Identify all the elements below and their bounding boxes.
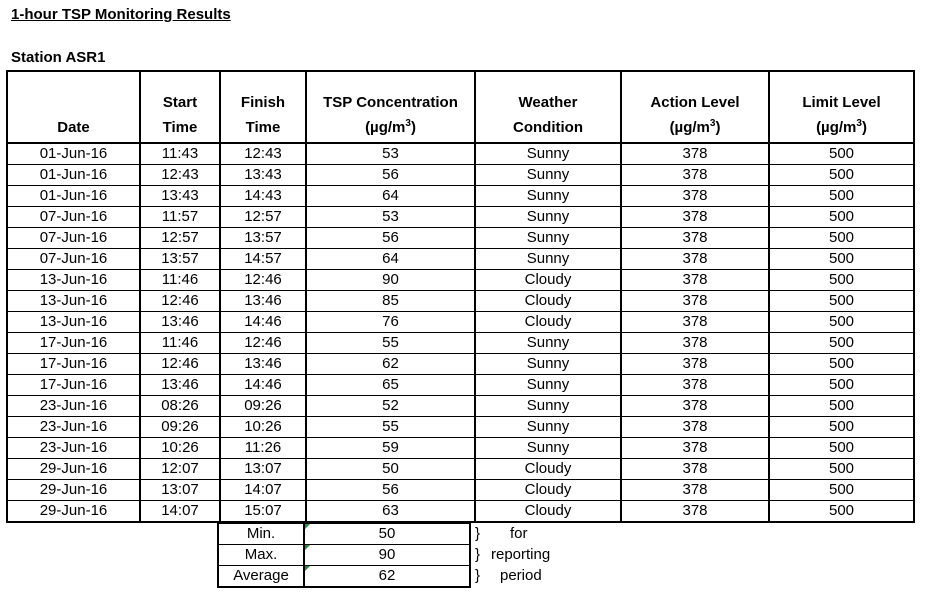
action-level-cell: 378 [621,228,769,249]
action-level-cell: 378 [621,480,769,501]
summary-row-average [218,566,470,588]
header-line1: Start [162,94,198,111]
table-row [7,249,914,270]
weather-cell: Sunny [475,396,621,417]
table-row [7,333,914,354]
date-cell: 29-Jun-16 [7,459,140,480]
start-time-cell: 09:26 [140,417,220,438]
tsp-concentration-cell: 59 [306,438,475,459]
date-cell: 07-Jun-16 [7,228,140,249]
finish-time-cell: 10:26 [220,417,306,438]
header-line1: Finish [240,94,286,111]
tsp-concentration-cell: 55 [306,417,475,438]
start-time-cell: 10:26 [140,438,220,459]
action-level-cell: 378 [621,270,769,291]
tsp-concentration-cell: 85 [306,291,475,312]
table-row [7,291,914,312]
tsp-concentration-cell: 76 [306,312,475,333]
date-cell: 23-Jun-16 [7,396,140,417]
date-cell: 29-Jun-16 [7,480,140,501]
summary-note [475,524,550,587]
weather-cell: Sunny [475,354,621,375]
date-cell: 01-Jun-16 [39,145,108,162]
tsp-concentration-cell: 65 [306,375,475,396]
summary-note-line: } period [475,567,542,584]
table-row [7,270,914,291]
summary-value: 90 [304,545,470,566]
date-cell: 17-Jun-16 [7,333,140,354]
header-line1: Action Level [650,94,740,111]
action-level-cell: 378 [621,143,769,165]
finish-time-cell: 12:46 [220,270,306,291]
table-row [7,396,914,417]
date-cell: 01-Jun-16 [7,186,140,207]
limit-level-cell: 500 [769,438,914,459]
header-limit-level [769,71,914,143]
start-time-cell: 13:46 [140,375,220,396]
header-line2: Time [245,119,281,136]
start-time-cell: 12:46 [140,291,220,312]
start-time-cell: 11:46 [140,333,220,354]
tsp-concentration-cell: 64 [306,249,475,270]
header-date [7,71,140,143]
header-start-time [140,71,220,143]
limit-level-cell: 500 [769,459,914,480]
action-level-cell: 378 [621,396,769,417]
table-row [7,165,914,186]
date-cell: 17-Jun-16 [7,375,140,396]
weather-cell: Sunny [475,165,621,186]
tsp-concentration-cell: 56 [306,480,475,501]
tsp-concentration-cell: 64 [306,186,475,207]
header-line2: Condition [513,119,583,136]
action-level-cell: 378 [621,291,769,312]
finish-time-cell: 14:57 [220,249,306,270]
table-header-row [7,71,914,143]
action-level-cell: 378 [621,165,769,186]
table-row [7,207,914,228]
weather-cell: Cloudy [475,312,621,333]
date-cell: 07-Jun-16 [7,249,140,270]
header-finish-time [220,71,306,143]
start-time-cell: 14:07 [140,501,220,523]
table-row [7,501,914,523]
date-cell: 07-Jun-16 [7,207,140,228]
weather-cell: Cloudy [475,270,621,291]
weather-cell: Sunny [475,228,621,249]
date-cell: 13-Jun-16 [7,312,140,333]
limit-level-cell: 500 [769,375,914,396]
table-row [7,438,914,459]
table-row [7,354,914,375]
table-body [7,143,914,522]
table-row [7,417,914,438]
cell-marker-icon [305,566,310,571]
date-cell: 01-Jun-16 [7,165,140,186]
start-time-cell: 12:07 [140,459,220,480]
summary-row-max [218,545,470,566]
weather-cell: Cloudy [475,480,621,501]
limit-level-cell: 500 [769,312,914,333]
limit-level-cell: 500 [769,207,914,228]
header-action-level [621,71,769,143]
weather-cell: Sunny [475,375,621,396]
tsp-concentration-cell: 62 [306,354,475,375]
table-row [7,375,914,396]
start-time-cell: 12:57 [140,228,220,249]
table-row [7,480,914,501]
date-cell: 13-Jun-16 [7,270,140,291]
summary-value: 62 [304,566,470,588]
start-time-cell: 11:43 [140,143,220,165]
tsp-concentration-cell: 90 [306,270,475,291]
action-level-cell: 378 [621,459,769,480]
cell-marker-icon [305,545,310,550]
weather-cell: Cloudy [475,459,621,480]
table-row [7,312,914,333]
table-row [7,186,914,207]
brace-icon: } [475,567,481,584]
tsp-concentration-cell: 50 [306,459,475,480]
monitoring-results-table [6,70,915,523]
weather-cell: Sunny [475,249,621,270]
action-level-cell: 378 [621,354,769,375]
table-row [7,228,914,249]
finish-time-cell: 12:46 [220,333,306,354]
table-row [7,459,914,480]
start-time-cell: 13:43 [140,186,220,207]
header-line2: Date [57,119,90,136]
header-line2: $(\mu g/m^3)$ [669,118,721,136]
tsp-concentration-cell: 53 [306,207,475,228]
cell-marker-icon [305,524,310,529]
weather-cell: Sunny [475,207,621,228]
header-line1: Weather [518,94,578,111]
limit-level-cell: 500 [769,291,914,312]
action-level-cell: 378 [621,417,769,438]
start-time-cell: 13:57 [140,249,220,270]
summary-value: 50 [304,523,470,545]
date-cell: 23-Jun-16 [7,417,140,438]
brace-icon: } [475,546,481,563]
tsp-concentration-cell: 63 [306,501,475,523]
date-cell: 13-Jun-16 [7,291,140,312]
limit-level-cell: 500 [769,165,914,186]
summary-note-line: } for [475,525,528,542]
start-time-cell: 11:57 [140,207,220,228]
summary-label: Min. [246,525,276,542]
start-time-cell: 13:07 [140,480,220,501]
action-level-cell: 378 [621,312,769,333]
start-time-cell: 13:46 [140,312,220,333]
finish-time-cell: 09:26 [220,396,306,417]
date-cell: 23-Jun-16 [7,438,140,459]
weather-cell: Cloudy [475,291,621,312]
table-row [7,143,914,165]
action-level-cell: 378 [621,186,769,207]
finish-time-cell: 12:43 [220,143,306,165]
limit-level-cell: 500 [769,417,914,438]
action-level-cell: 378 [621,249,769,270]
limit-level-cell: 500 [769,186,914,207]
finish-time-cell: 15:07 [220,501,306,523]
finish-time-cell: 14:46 [220,312,306,333]
summary-note-line: } reporting [475,546,551,563]
start-time-cell: 12:46 [140,354,220,375]
limit-level-cell: 500 [769,354,914,375]
station-label: Station ASR1 [11,49,106,66]
header-line2: $(\mu g/m^3)$ [365,118,416,136]
limit-level-cell: 500 [769,228,914,249]
action-level-cell: 378 [621,333,769,354]
header-line2: Time [162,119,198,136]
summary-row-min [218,523,470,545]
weather-cell: Sunny [475,143,621,165]
tsp-concentration-cell: 52 [306,396,475,417]
limit-level-cell: 500 [769,501,914,523]
summary-label: Average [218,566,304,588]
limit-level-cell: 500 [769,396,914,417]
tsp-concentration-cell: 56 [306,228,475,249]
limit-level-cell: 500 [769,270,914,291]
action-level-cell: 378 [621,438,769,459]
brace-icon: } [475,525,481,542]
date-cell: 17-Jun-16 [7,354,140,375]
tsp-concentration-cell: 53 [306,143,475,165]
weather-cell: Sunny [475,438,621,459]
weather-cell: Sunny [475,417,621,438]
action-level-cell: 378 [621,501,769,523]
start-time-cell: 08:26 [140,396,220,417]
header-line1: Limit Level [802,94,881,111]
finish-time-cell: 14:46 [220,375,306,396]
summary-label: Max. [218,545,304,566]
limit-level-cell: 500 [769,333,914,354]
weather-cell: Sunny [475,186,621,207]
weather-cell: Cloudy [475,501,621,523]
finish-time-cell: 13:07 [220,459,306,480]
limit-level-cell: 500 [769,480,914,501]
action-level-cell: 378 [621,375,769,396]
finish-time-cell: 11:26 [220,438,306,459]
page-title: 1-hour TSP Monitoring Results [11,6,231,23]
finish-time-cell: 13:43 [220,165,306,186]
limit-level-cell: 500 [769,249,914,270]
tsp-concentration-cell: 55 [306,333,475,354]
weather-cell: Sunny [475,333,621,354]
finish-time-cell: 14:43 [220,186,306,207]
header-weather-condition [475,71,621,143]
start-time-cell: 12:43 [140,165,220,186]
finish-time-cell: 13:46 [220,291,306,312]
finish-time-cell: 13:57 [220,228,306,249]
date-cell: 29-Jun-16 [7,501,140,523]
finish-time-cell: 13:46 [220,354,306,375]
summary-table [217,522,471,588]
header-line1: TSP Concentration [323,94,458,111]
limit-level-cell: 500 [769,143,914,165]
finish-time-cell: 14:07 [220,480,306,501]
header-tsp-concentration [306,71,475,143]
start-time-cell: 11:46 [140,270,220,291]
finish-time-cell: 12:57 [220,207,306,228]
header-line2: $(\mu g/m^3)$ [816,118,867,136]
action-level-cell: 378 [621,207,769,228]
tsp-concentration-cell: 56 [306,165,475,186]
